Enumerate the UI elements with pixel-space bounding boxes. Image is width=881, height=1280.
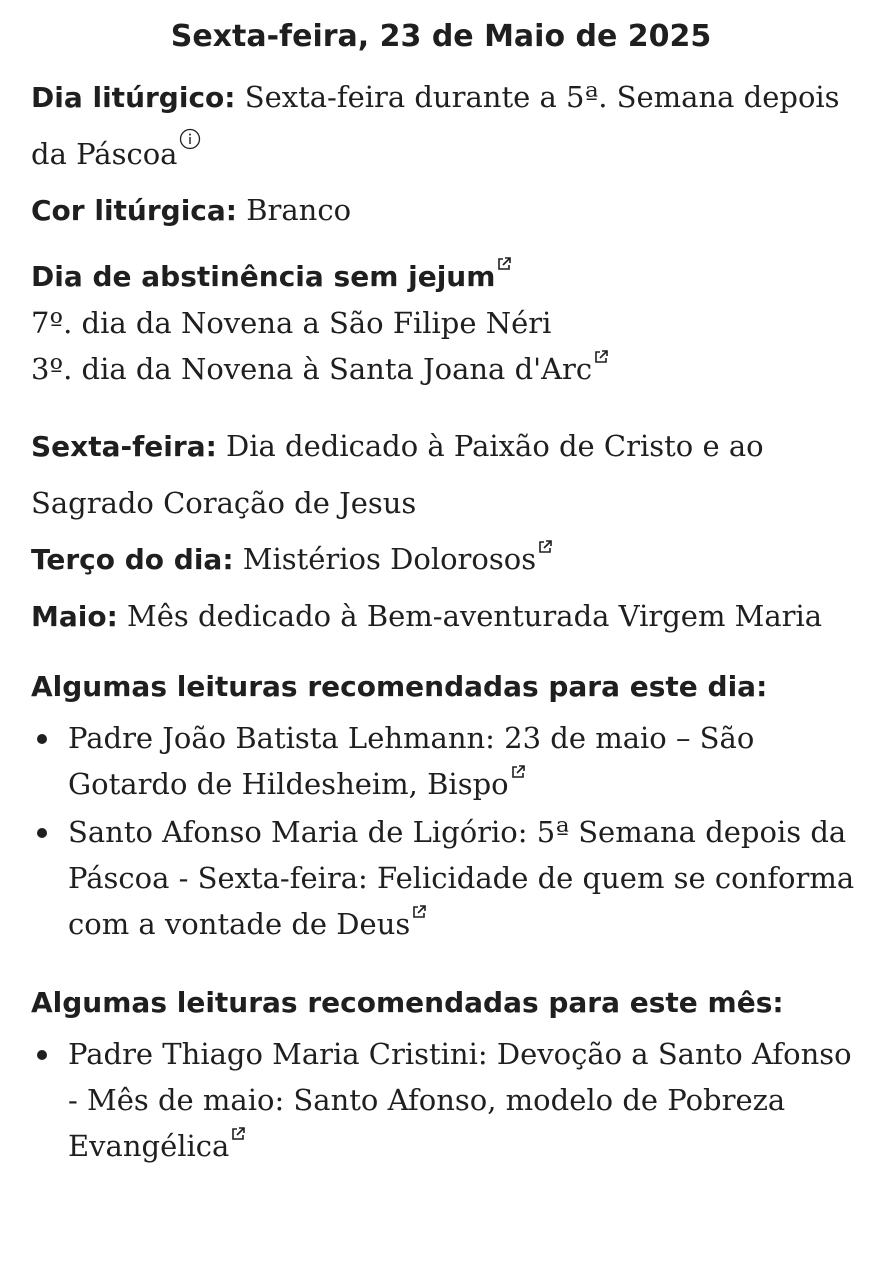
liturgical-day-row	[31, 69, 861, 182]
rosary-link[interactable]: Mistérios Dolorosos	[242, 542, 537, 576]
day-readings-list	[31, 715, 861, 947]
month-readings-list	[31, 1031, 861, 1169]
liturgical-color-label: Cor litúrgica:	[31, 194, 237, 227]
month-row	[31, 588, 861, 645]
liturgical-day-label: Dia litúrgico:	[31, 81, 236, 114]
bullet-icon	[37, 1050, 47, 1060]
novena-item: 7º. dia da Novena a São Filipe Néri	[31, 306, 552, 340]
novena-row[interactable]	[31, 346, 861, 392]
external-link-icon[interactable]	[230, 1126, 246, 1142]
external-link-icon[interactable]	[593, 349, 609, 365]
info-icon[interactable]	[179, 128, 201, 150]
list-item[interactable]	[31, 809, 861, 947]
liturgical-day-value: Sexta-feira durante a 5ª. Semana depois da Páscoa	[31, 80, 840, 171]
external-link-icon[interactable]	[510, 764, 526, 780]
bullet-icon	[37, 828, 47, 838]
list-item[interactable]	[31, 715, 861, 807]
liturgical-color-value: Branco	[246, 193, 352, 227]
reading-link[interactable]: Santo Afonso Maria de Ligório: 5ª Semana depois da Páscoa - Sexta-feira: Felicidade de quem se conforma com a vontade de Deus	[68, 815, 855, 941]
month-label: Maio:	[31, 600, 118, 633]
month-value: Mês dedicado à Bem-aventurada Virgem Maria	[127, 599, 823, 633]
friday-row	[31, 418, 861, 531]
date-title: Sexta-feira, 23 de Maio de 2025	[170, 19, 712, 54]
rosary-label: Terço do dia:	[31, 543, 234, 576]
list-item[interactable]	[31, 1031, 861, 1169]
novena-link[interactable]: 3º. dia da Novena à Santa Joana d'Arc	[31, 352, 593, 386]
external-link-icon[interactable]	[496, 256, 512, 272]
friday-label: Sexta-feira:	[31, 430, 217, 463]
day-readings-title: Algumas leituras recomendadas para este dia:	[31, 670, 768, 703]
external-link-icon[interactable]	[411, 904, 427, 920]
abstinence-row[interactable]	[31, 253, 861, 300]
external-link-icon[interactable]	[537, 539, 553, 555]
reading-link[interactable]: Padre João Batista Lehmann: 23 de maio – São Gotardo de Hildesheim, Bispo	[68, 721, 755, 801]
month-readings-title: Algumas leituras recomendadas para este mês:	[31, 986, 784, 1019]
abstinence-link[interactable]: Dia de abstinência sem jejum	[31, 260, 496, 293]
friday-value: Dia dedicado à Paixão de Cristo e ao Sagrado Coração de Jesus	[31, 429, 764, 520]
novena-row	[31, 300, 861, 346]
reading-link[interactable]: Padre Thiago Maria Cristini: Devoção a Santo Afonso - Mês de maio: Santo Afonso, modelo de Pobreza Evangélica	[68, 1037, 852, 1163]
rosary-row	[31, 531, 861, 588]
bullet-icon	[37, 734, 47, 744]
liturgical-day-page	[31, 0, 861, 1171]
liturgical-color-row	[31, 182, 861, 239]
